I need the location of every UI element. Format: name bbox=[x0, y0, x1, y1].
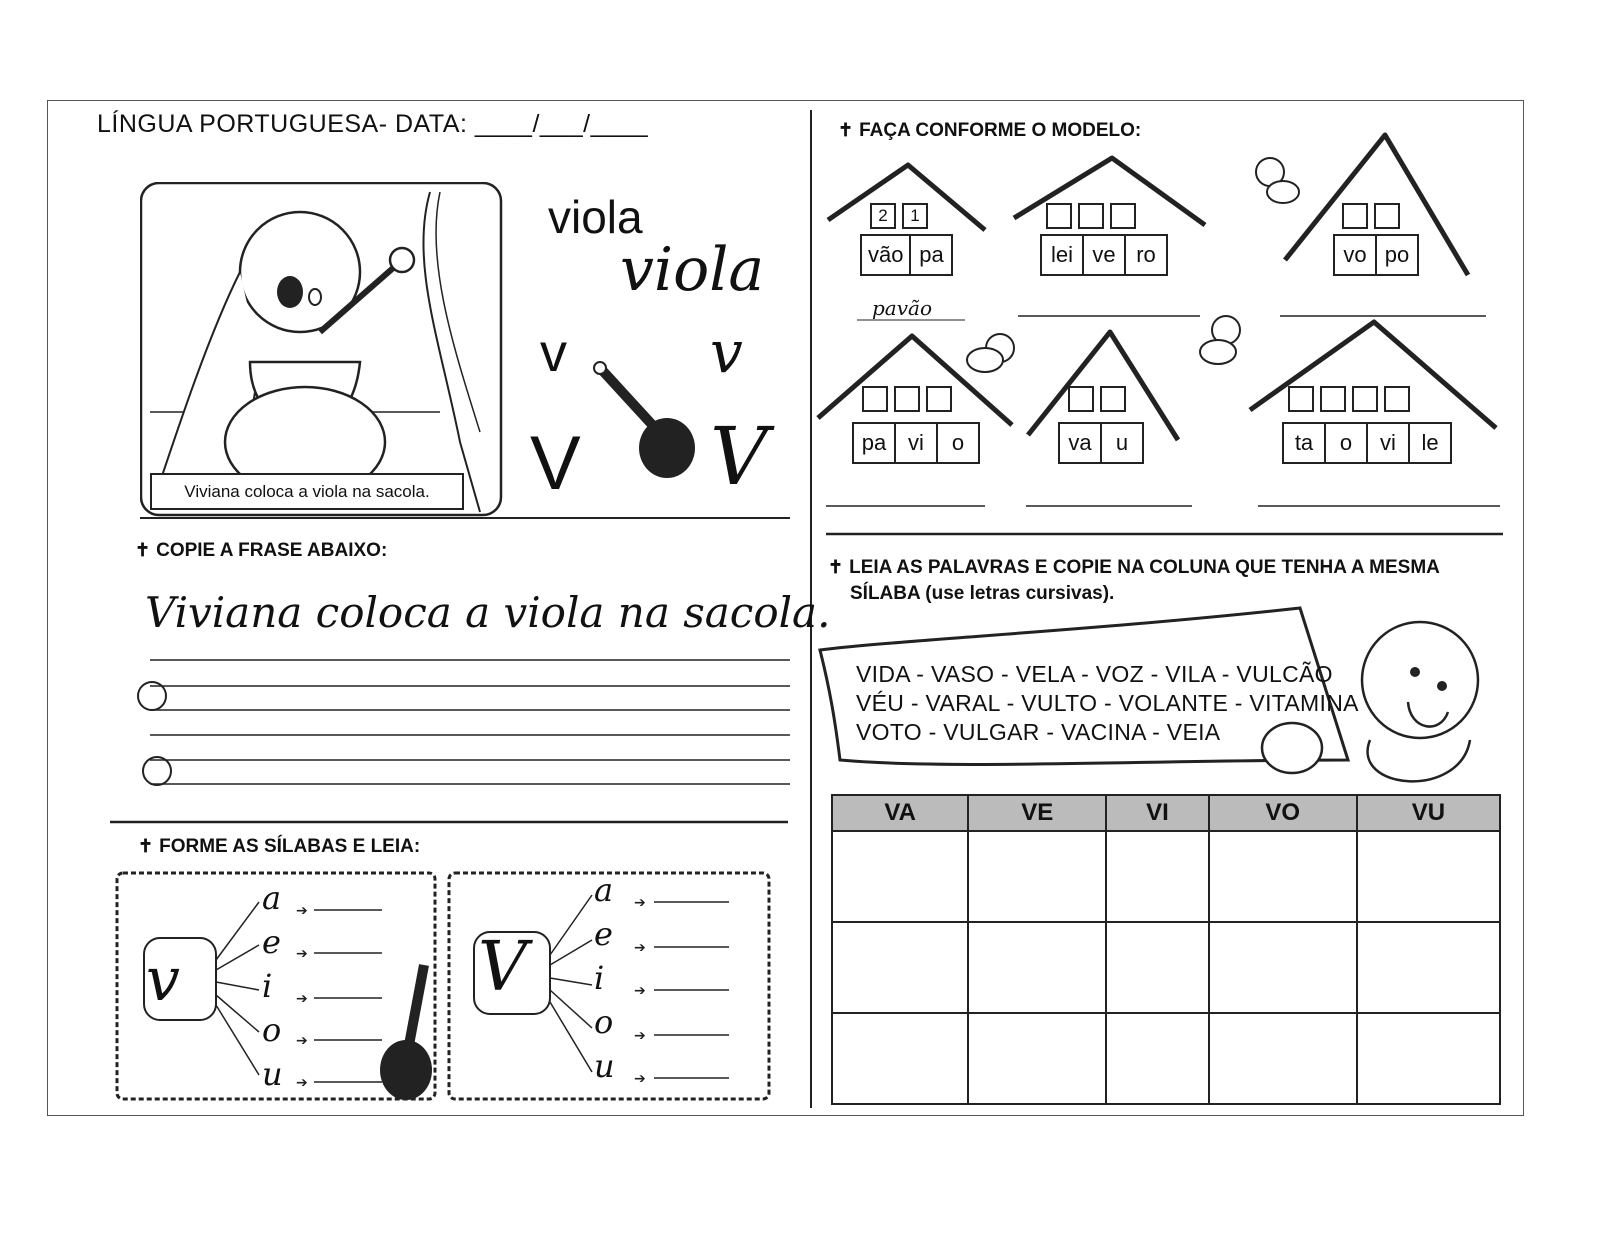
house-4-box bbox=[862, 386, 888, 412]
column-header-vo: VO bbox=[1209, 795, 1357, 831]
svg-text:➔: ➔ bbox=[634, 1028, 646, 1044]
house-5-syllables: va u bbox=[1058, 422, 1142, 464]
model-answer: pavão bbox=[872, 296, 932, 320]
vowel-i: i bbox=[594, 959, 605, 997]
answer-cell[interactable] bbox=[832, 1013, 968, 1104]
svg-text:➔: ➔ bbox=[296, 1075, 308, 1091]
read-instruction-line-2: SÍLABA (use letras cursivas). bbox=[850, 583, 1115, 604]
house-6-box bbox=[1288, 386, 1314, 412]
column-header-va: VA bbox=[832, 795, 968, 831]
word-list-line: VOTO - VULGAR - VACINA - VEIA bbox=[856, 719, 1221, 745]
vowel-i: i bbox=[262, 967, 273, 1005]
model-instruction: FAÇA CONFORME O MODELO: bbox=[859, 120, 1142, 141]
answer-cell[interactable] bbox=[968, 1013, 1106, 1104]
house-6-box bbox=[1320, 386, 1346, 412]
answer-cell[interactable] bbox=[1106, 1013, 1208, 1104]
house-5-box bbox=[1100, 386, 1126, 412]
house-2-box bbox=[1046, 203, 1072, 229]
copy-instruction: COPIE A FRASE ABAIXO: bbox=[156, 540, 388, 561]
answer-cell[interactable] bbox=[1209, 922, 1357, 1013]
house-3-box bbox=[1374, 203, 1400, 229]
letter-cursive-big: V bbox=[710, 410, 768, 503]
answer-cell[interactable] bbox=[832, 831, 968, 922]
syllable-box-1-letter: v bbox=[146, 945, 180, 1015]
svg-text:➔: ➔ bbox=[296, 903, 308, 919]
house-5-box bbox=[1068, 386, 1094, 412]
tree-icon: ✝ bbox=[828, 557, 844, 577]
house-6-box bbox=[1352, 386, 1378, 412]
house-1-number: 1 bbox=[902, 203, 928, 229]
word-print: viola bbox=[548, 191, 643, 243]
read-instruction-line-1: LEIA AS PALAVRAS E COPIE NA COLUNA QUE TENHA A MESMA bbox=[849, 557, 1440, 578]
answer-cell[interactable] bbox=[968, 922, 1106, 1013]
answer-cell[interactable] bbox=[1209, 1013, 1357, 1104]
column-header-vi: VI bbox=[1106, 795, 1208, 831]
svg-text:➔: ➔ bbox=[634, 1071, 646, 1087]
column-header-vu: VU bbox=[1357, 795, 1500, 831]
answer-cell[interactable] bbox=[1357, 831, 1500, 922]
vowel-a: a bbox=[594, 871, 614, 909]
answer-cell[interactable] bbox=[1209, 831, 1357, 922]
vowel-u: u bbox=[262, 1055, 283, 1093]
house-1-number: 2 bbox=[870, 203, 896, 229]
house-2-box bbox=[1110, 203, 1136, 229]
letter-print-big: V bbox=[530, 421, 581, 506]
word-list-line: VÉU - VARAL - VULTO - VOLANTE - VITAMINA bbox=[856, 690, 1359, 716]
picture-caption: Viviana coloca a viola na sacola. bbox=[150, 473, 464, 510]
house-1-syllables: vão pa bbox=[860, 234, 951, 276]
vowel-e: e bbox=[262, 923, 281, 961]
answer-cell[interactable] bbox=[1357, 922, 1500, 1013]
svg-text:➔: ➔ bbox=[634, 983, 646, 999]
house-3-box bbox=[1342, 203, 1368, 229]
answer-cell[interactable] bbox=[1106, 922, 1208, 1013]
vowel-a: a bbox=[262, 879, 282, 917]
house-2-box bbox=[1078, 203, 1104, 229]
tree-icon: ✝ bbox=[138, 836, 154, 856]
svg-text:➔: ➔ bbox=[296, 1033, 308, 1049]
svg-text:➔: ➔ bbox=[296, 946, 308, 962]
house-6-syllables: ta o vi le bbox=[1282, 422, 1450, 464]
syllable-columns-table bbox=[831, 794, 1501, 1105]
house-6-box bbox=[1384, 386, 1410, 412]
svg-text:➔: ➔ bbox=[296, 991, 308, 1007]
copy-sentence-cursive: Viviana coloca a viola na sacola. bbox=[145, 588, 831, 637]
house-4-box bbox=[894, 386, 920, 412]
svg-text:➔: ➔ bbox=[634, 895, 646, 911]
word-list-line: VIDA - VASO - VELA - VOZ - VILA - VULCÃO bbox=[856, 661, 1333, 687]
house-4-box bbox=[926, 386, 952, 412]
form-instruction: FORME AS SÍLABAS E LEIA: bbox=[159, 836, 421, 857]
vowel-u: u bbox=[594, 1047, 615, 1085]
column-header-ve: VE bbox=[968, 795, 1106, 831]
vowel-o: o bbox=[594, 1003, 614, 1041]
letter-print-small: v bbox=[540, 323, 567, 383]
answer-cell[interactable] bbox=[968, 831, 1106, 922]
svg-text:➔: ➔ bbox=[634, 940, 646, 956]
house-3-syllables: vo po bbox=[1333, 234, 1417, 276]
house-2-syllables: lei ve ro bbox=[1040, 234, 1166, 276]
letter-cursive-small: v bbox=[710, 318, 743, 386]
tree-icon: ✝ bbox=[135, 540, 151, 560]
house-4-syllables: pa vi o bbox=[852, 422, 978, 464]
answer-cell[interactable] bbox=[1106, 831, 1208, 922]
worksheet-header: LÍNGUA PORTUGUESA- DATA: ____/___/____ bbox=[97, 110, 649, 138]
vowel-e: e bbox=[594, 915, 613, 953]
vowel-o: o bbox=[262, 1011, 282, 1049]
word-list bbox=[856, 660, 1359, 747]
answer-cell[interactable] bbox=[1357, 1013, 1500, 1104]
word-cursive: viola bbox=[620, 235, 765, 305]
answer-cell[interactable] bbox=[832, 922, 968, 1013]
syllable-box-2-letter: V bbox=[478, 928, 528, 1007]
tree-icon: ✝ bbox=[838, 120, 854, 140]
